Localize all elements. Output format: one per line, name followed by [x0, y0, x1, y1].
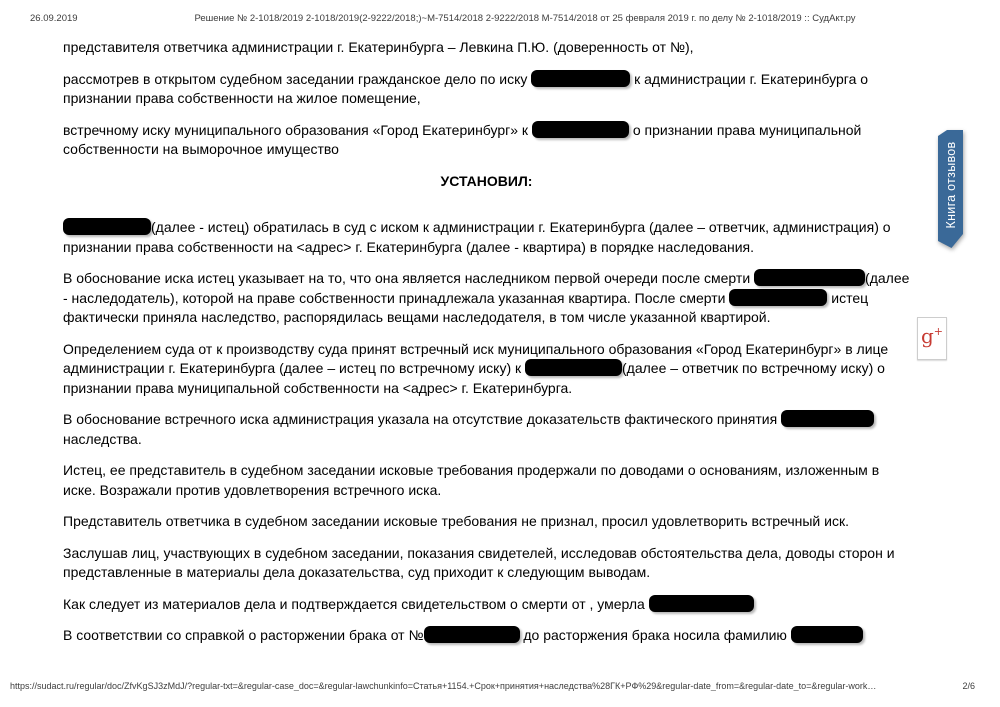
- redaction-bar: [729, 289, 827, 306]
- document-paragraph: (далее - истец) обратилась в суд с иском к администрации г. Екатеринбурга (далее – ответчик, администрация) о признании права собственности на <адрес> г. Екатеринбурга (далее - квартира) в порядке наследования.: [63, 219, 891, 255]
- redaction-bar: [63, 218, 151, 235]
- document-paragraph: Как следует из материалов дела и подтверждается свидетельством о смерти от , умерла: [63, 595, 910, 615]
- document-heading: УСТАНОВИЛ:: [440, 172, 533, 189]
- feedback-tab-label: Книга отзывов: [943, 141, 958, 229]
- redaction-bar: [781, 410, 874, 427]
- document-paragraph: В обоснование встречного иска администрация указала на отсутствие доказательств фактического принятия наследства.: [63, 410, 910, 449]
- print-url: https://sudact.ru/regular/doc/ZfvKgSJ3zMdJ/?regular-txt=&regular-case_doc=&regular-lawchunkinfo=Статья+1154.+Срок+принятия+наследства%28ГК+РФ%29&regular-date_from=&regular-date_to=&regular-work…: [10, 681, 877, 691]
- redaction-bar: [754, 269, 865, 286]
- document-paragraph: Заслушав лиц, участвующих в судебном заседании, показания свидетелей, исследовав обстоятельства дела, доводы сторон и представленные в материалы дела доказательства, суд приходит к следующим выводам.: [63, 544, 895, 580]
- print-date: 26.09.2019: [30, 13, 78, 24]
- document-paragraph: Определением суда от к производству суда принят встречный иск муниципального образования «Город Екатеринбург» в лице администрации г. Екатеринбурга (далее – истец по встречному иску) к (далее – ответчик по встречному иску) о признании права муниципальной собственности на <адрес> г. Екатеринбурга.: [63, 340, 889, 396]
- page-indicator: 2/6: [962, 681, 975, 691]
- print-title: Решение № 2-1018/2019 2-1018/2019(2-9222/2018;)~М-7514/2018 2-9222/2018 М-7514/2018 от 25 февраля 2019 г. по делу № 2-1018/2019 :: СудАкт.ру: [194, 13, 856, 24]
- google-plus-icon: g+: [920, 324, 944, 348]
- document-paragraph: Истец, ее представитель в судебном заседании исковые требования продержали по доводами о основаниям, изложенным в иске. Возражали против удовлетворения встречного иска.: [63, 462, 880, 498]
- redaction-bar: [649, 595, 754, 612]
- redaction-bar: [525, 359, 622, 376]
- document-paragraph: встречному иску муниципального образования «Город Екатеринбург» к о признании права муниципальной собственности на выморочное имущество: [63, 121, 862, 157]
- redaction-bar: [791, 626, 863, 643]
- document-paragraph: представителя ответчика администрации г. Екатеринбурга – Левкина П.Ю. (доверенность от №),: [63, 39, 694, 55]
- print-header: [0, 13, 1000, 25]
- document-body: [63, 38, 910, 658]
- redaction-bar: [424, 626, 520, 643]
- feedback-tab[interactable]: [938, 130, 963, 248]
- document-paragraph: Представитель ответчика в судебном заседании исковые требования не признал, просил удовлетворить встречный иск.: [63, 513, 849, 529]
- document-paragraph: В соответствии со справкой о расторжении брака от № до расторжения брака носила фамилию: [63, 626, 910, 646]
- document-paragraph: В обоснование иска истец указывает на то, что она является наследником первой очереди после смерти (далее - наследодатель), которой на праве собственности принадлежала указанная квартира. После смерти истец фактически приняла наследство, распорядилась вещами наследодателя, в том числе указанной квартирой.: [63, 270, 910, 325]
- redaction-bar: [532, 121, 629, 138]
- document-paragraph: рассмотрев в открытом судебном заседании гражданское дело по иску к администрации г. Екатеринбурга о признании права собственности на жилое помещение,: [63, 70, 869, 106]
- print-footer: [0, 681, 1000, 693]
- redaction-bar: [531, 70, 630, 87]
- google-plus-button[interactable]: [917, 317, 947, 360]
